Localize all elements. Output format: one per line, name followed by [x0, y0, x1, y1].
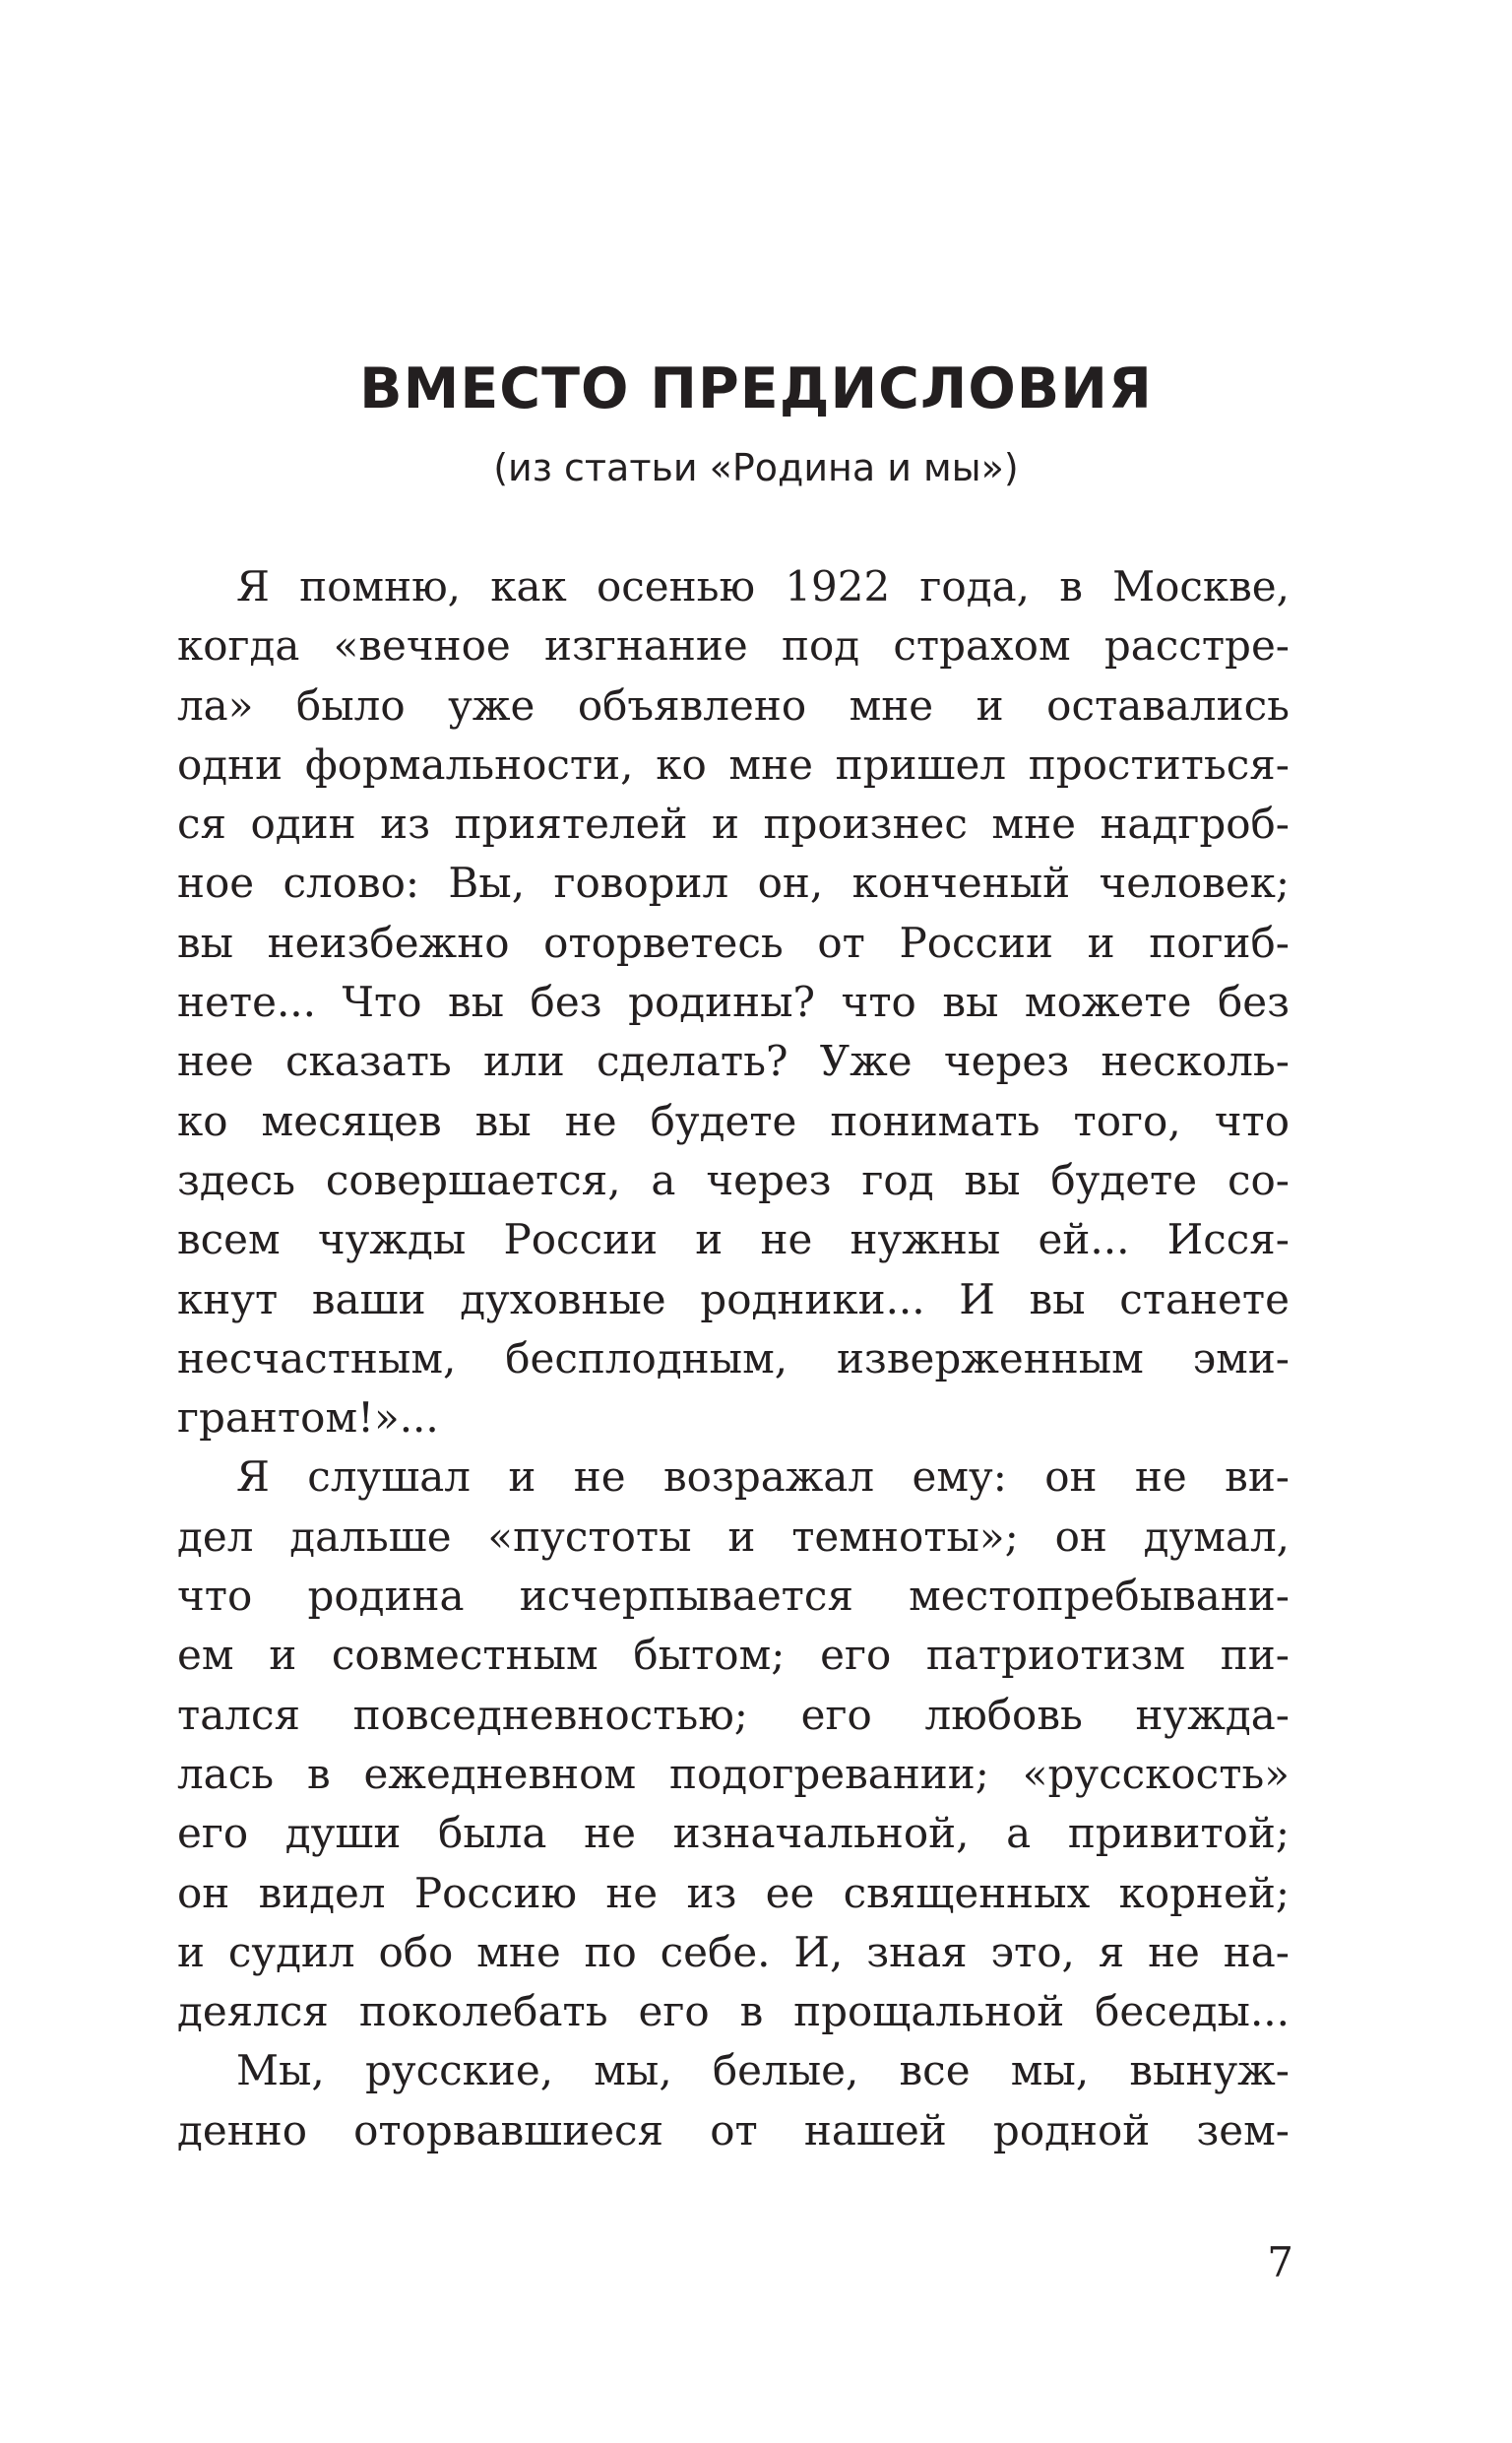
text-line: ем и совместным бытом; его патриотизм пи- — [177, 1631, 1290, 1680]
text-line: что родина исчерпывается местопребывани- — [177, 1572, 1290, 1621]
chapter-heading: ВМЕСТО ПРЕДИСЛОВИЯ — [359, 356, 1153, 421]
text-line: кнут ваши духовные родники... И вы станете — [177, 1274, 1290, 1323]
text-line: всем чужды России и не нужны ей... Исся- — [177, 1215, 1290, 1264]
page-number: 7 — [1267, 2238, 1293, 2286]
text-line: нее сказать или сделать? Уже через несколь- — [177, 1037, 1290, 1086]
text-line: одни формальности, ко мне пришел проститься- — [177, 739, 1290, 789]
text-line: его души была не изначальной, а привитой; — [177, 1809, 1290, 1858]
text-line: деялся поколебать его в прощальной беседы... — [177, 1987, 1290, 2036]
text-line: ся один из приятелей и произнес мне надгроб- — [177, 800, 1290, 849]
text-line: Мы, русские, мы, белые, все мы, вынуж- — [236, 2046, 1290, 2095]
text-line: когда «вечное изгнание под страхом расстре- — [177, 621, 1290, 671]
text-line: вы неизбежно оторветесь от России и погиб- — [177, 918, 1290, 967]
text-line: Я слушал и не возражал ему: он не ви- — [236, 1452, 1290, 1502]
text-line: денно оторвавшиеся от нашей родной зем- — [177, 2105, 1290, 2154]
chapter-subheading: (из статьи «Родина и мы») — [493, 446, 1019, 489]
text-line: ла» было уже объявлено мне и оставались — [177, 680, 1290, 730]
body-text — [177, 557, 1290, 2160]
text-line: ное слово: Вы, говорил он, конченый человек; — [177, 859, 1290, 908]
text-line: тался повседневностью; его любовь нужда- — [177, 1690, 1290, 1739]
text-line: здесь совершается, а через год вы будете со- — [177, 1155, 1290, 1204]
text-line: ко месяцев вы не будете понимать того, что — [177, 1096, 1290, 1145]
text-line: дел дальше «пустоты и темноты»; он думал, — [177, 1511, 1290, 1561]
text-line: и судил обо мне по себе. И, зная это, я не на- — [177, 1927, 1290, 1976]
text-line: Я помню, как осенью 1922 года, в Москве, — [236, 562, 1290, 611]
text-line: лась в ежедневном подогревании; «русскость» — [177, 1749, 1290, 1798]
text-line: несчастным, бесплодным, изверженным эми- — [177, 1333, 1290, 1382]
text-line: он видел Россию не из ее священных корней; — [177, 1868, 1290, 1917]
text-line: нете... Что вы без родины? что вы можете без — [177, 978, 1290, 1027]
text-line: грантом!»... — [177, 1393, 439, 1443]
